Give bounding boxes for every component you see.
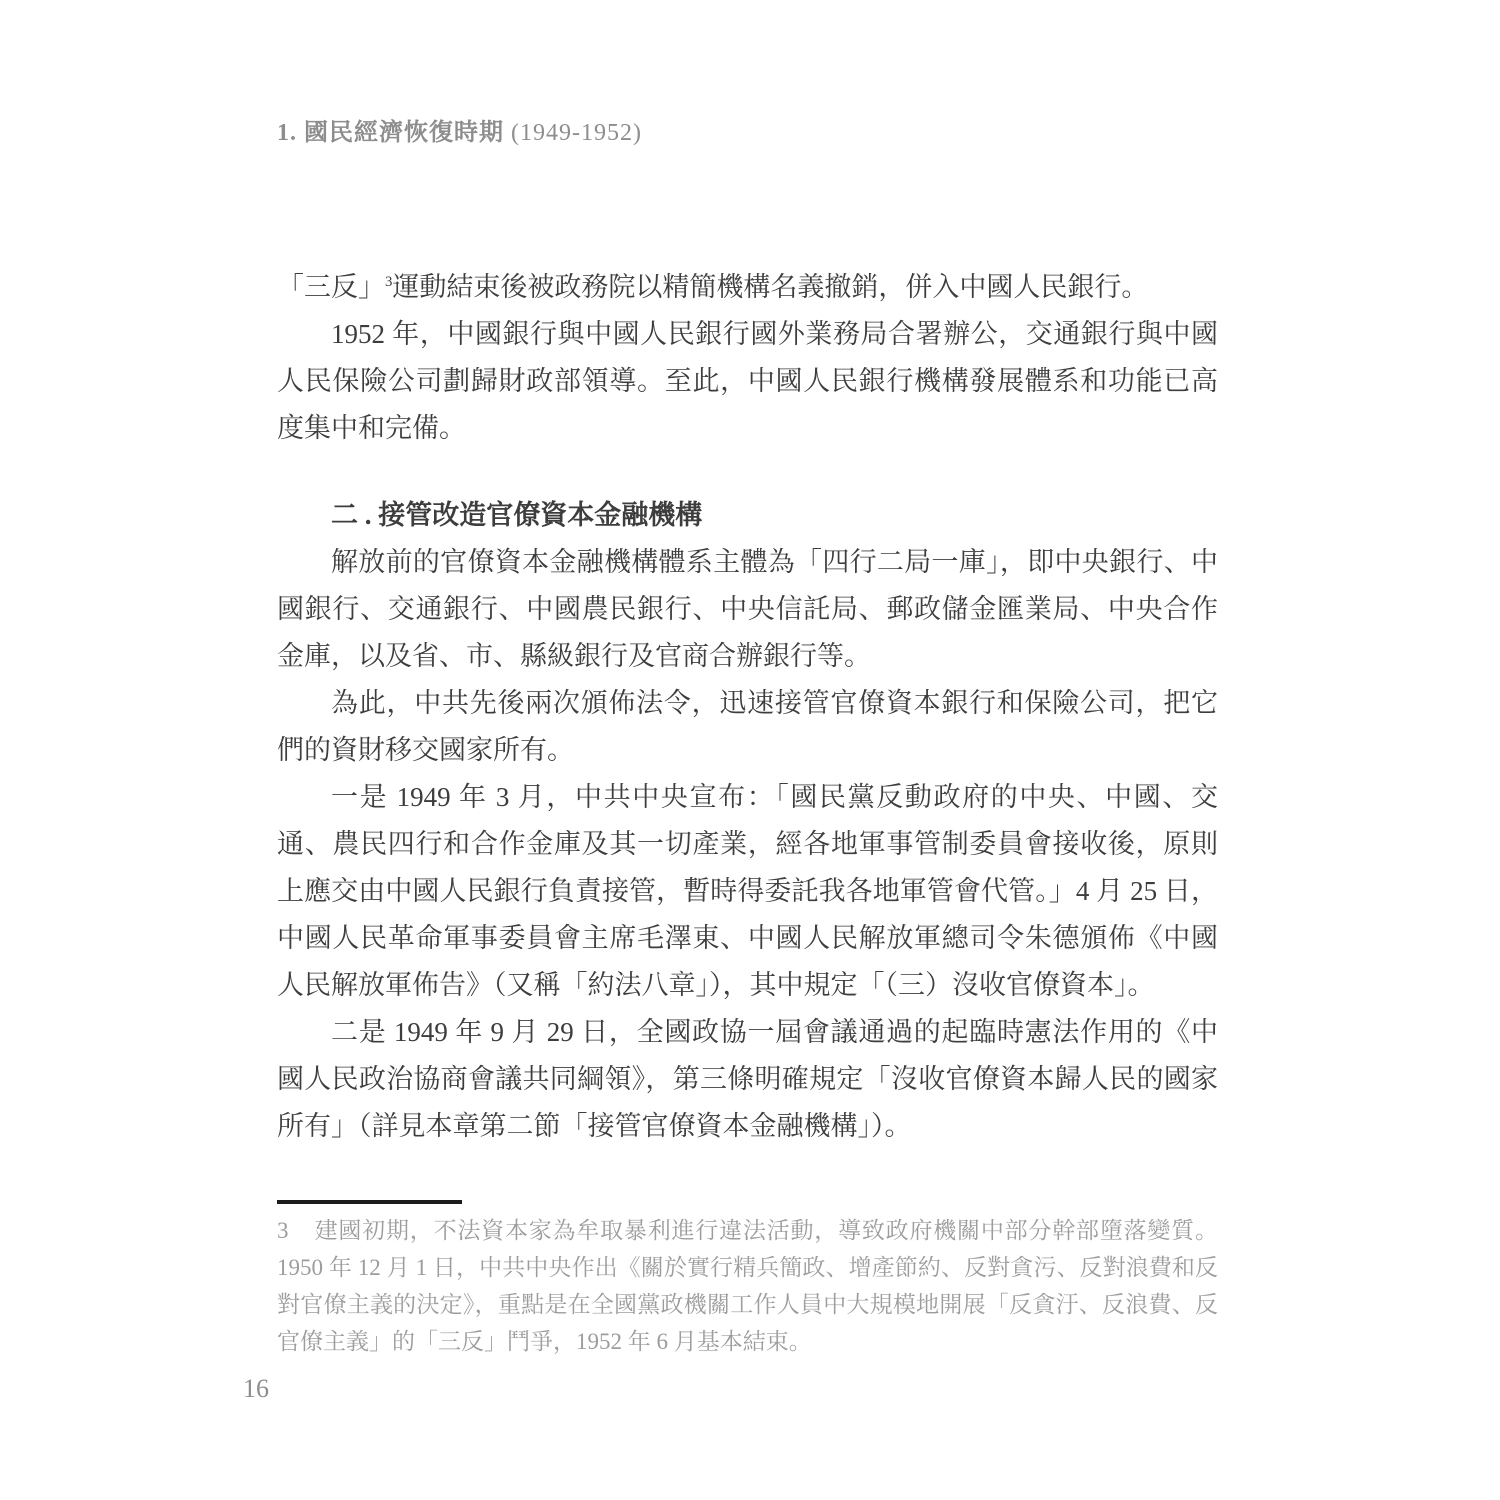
page-number: 16 [243,1374,269,1403]
paragraph: 一是 1949 年 3 月，中共中央宣布：「國民黨反動政府的中央、中國、交通、農民四行和合作金庫及其一切產業，經各地軍事管制委員會接收後，原則上應交由中國人民銀行負責接管，暫時得委託我各地軍管會代管。」4 月 25 日，中國人民革命軍事委員會主席毛澤東、中國人民解放軍總司令朱德頒佈《中國人民解放軍佈告》（又稱「約法八章」），其中規定「（三）沒收官僚資本」。 [277,782,1218,1000]
footnote-body-text: 建國初期，不法資本家為牟取暴利進行違法活動，導致政府機關中部分幹部墮落變質。1950 年 12 月 1 日，中共中央作出《關於實行精兵簡政、增產節約、反對貪污、反對浪費和反對官僚主義的決定》，重點是在全國黨政機關工作人員中大規模地開展「反貪汙、反浪費、反官僚主義」的「三反」鬥爭，1952 年 6 月基本結束。 [277,1218,1218,1354]
paragraph: 二是 1949 年 9 月 29 日，全國政協一屆會議通過的起臨時憲法作用的《中國人民政治協商會議共同綱領》，第三條明確規定「沒收官僚資本歸人民的國家所有」（詳見本章第二節「接管官僚資本金融機構」）。 [277,1017,1218,1141]
paragraph: 為此，中共先後兩次頒佈法令，迅速接管官僚資本銀行和保險公司，把它們的資財移交國家所有。 [277,688,1218,765]
paragraph-lead-text: 「三反」 [277,272,385,302]
paragraph-rest-text: 運動結束後被政務院以精簡機構名義撤銷，併入中國人民銀行。 [392,272,1149,302]
footnote-number: 3 [277,1218,289,1243]
footnote-reference-mark: 3 [385,274,393,290]
paragraph: 1952 年，中國銀行與中國人民銀行國外業務局合署辦公，交通銀行與中國人民保險公司劃歸財政部領導。至此，中國人民銀行機構發展體系和功能已高度集中和完備。 [277,319,1218,443]
body-text [277,264,1218,1150]
footnote-area [277,1200,1218,1360]
paragraph-continued [277,264,1218,311]
running-header [277,112,642,147]
footnote [277,1212,1218,1360]
footnote-separator-rule [277,1200,462,1204]
chapter-years: (1949-1952) [511,120,642,146]
section-heading: 二 . 接管改造官僚資本金融機構 [331,500,703,530]
chapter-title: 1. 國民經濟恢復時期 [277,120,504,146]
paragraph: 解放前的官僚資本金融機構體系主體為「四行二局一庫」，即中央銀行、中國銀行、交通銀行、中國農民銀行、中央信託局、郵政儲金匯業局、中央合作金庫，以及省、市、縣級銀行及官商合辦銀行等。 [277,547,1218,671]
